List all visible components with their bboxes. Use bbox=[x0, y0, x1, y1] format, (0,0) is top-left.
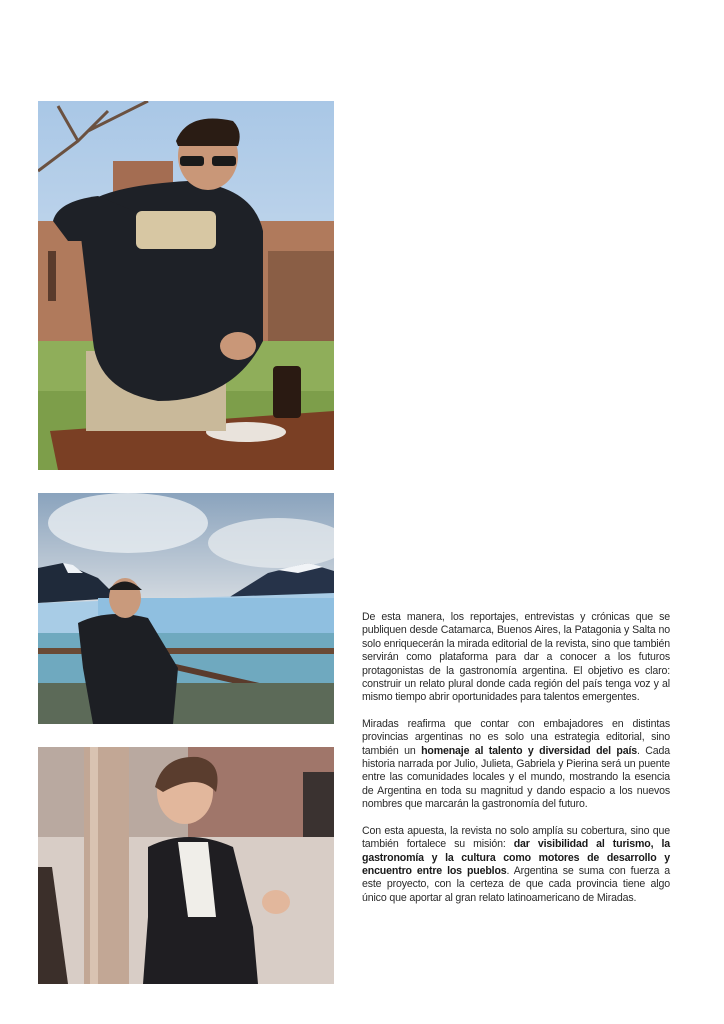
paragraph-mission-bold: dar visibilidad al turismo, la gastronomía y la cultura como motores de desarrollo y encuentro entre los pueblos bbox=[362, 838, 670, 877]
paragraph-ambassadors-text-b: . Cada historia narrada por Julio, Julieta, Gabriela y Pierina será un puente entre las comunidades locales y el mundo, mostrando la esencia de Argentina en toda su magnitud y dando espacio a los nuevos nombres que marcarán la gastronomía del futuro. bbox=[362, 744, 671, 811]
photo-glacier-portrait bbox=[38, 493, 334, 724]
photo-chef-seasoning bbox=[38, 101, 334, 470]
paragraph-ambassadors-bold: homenaje al talento y diversidad del país bbox=[421, 744, 638, 757]
paragraph-ambassadors-text-a: Miradas reafirma que contar con embajadores en distintas provincias argentinas no es solo una estrategia editorial, sino también un bbox=[362, 717, 670, 757]
paragraph-mission-text-b: . Argentina se suma con fuerza a este proyecto, con la certeza de que cada provincia tiene algo único que aportar al gran relato latinoamericano de Miradas. bbox=[362, 864, 670, 904]
paragraph-intro: De esta manera, los reportajes, entrevistas y crónicas que se publiquen desde Catamarca, Buenos Aires, la Patagonia y Salta no solo enriquecerán la mirada editorial de la revista, sino que también servirán como plataforma para dar a conocer a los futuros protagonistas de la gastronomía argentina. El objetivo es claro: construir un relato plural donde cada región del país tenga voz y al mismo tiempo abrir oportunidades para talentos emergentes. bbox=[362, 611, 670, 704]
paragraph-mission bbox=[362, 825, 670, 905]
article-body bbox=[362, 611, 670, 918]
paragraph-ambassadors bbox=[362, 718, 670, 812]
paragraph-mission-text-a: Con esta apuesta, la revista no solo amplía su cobertura, sino que también fortalece su misión: bbox=[362, 824, 670, 851]
photo-smiling-woman bbox=[38, 747, 334, 984]
